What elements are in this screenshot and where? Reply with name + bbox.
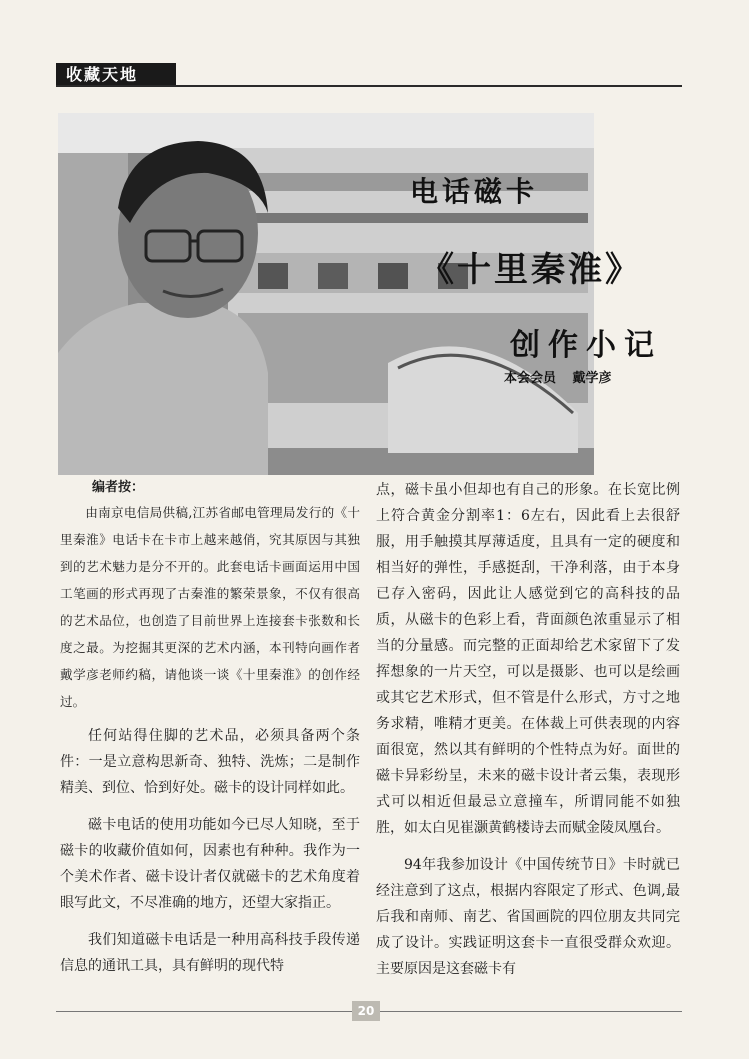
section-tag: 收藏天地: [56, 63, 176, 87]
page-number: 20: [352, 1001, 380, 1021]
editor-note-label: 编者按：: [92, 480, 145, 495]
byline: [504, 367, 612, 386]
title-line-1: 电话磁卡: [410, 175, 539, 208]
header-rule: [56, 85, 682, 87]
paragraph: 任何站得住脚的艺术品，必须具备两个条件：一是立意构思新奇、独特、洗炼；二是制作精美、到位、恰到好处。磁卡的设计同样如此。: [60, 728, 360, 796]
editor-note-text: 由南京电信局供稿,江苏省邮电管理局发行的《十里秦淮》电话卡在卡市上越来越俏，究其原因与其独到的艺术魅力是分不开的。此套电话卡画面运用中国工笔画的形式再现了古秦淮的繁荣景象，不仅有很高的艺术品位，也创造了目前世界上连接套卡张数和长度之最。为挖掘其更深的艺术内涵，本刊特向画作者戴学彦老师约稿，请他谈一谈《十里秦淮》的创作经过。: [60, 505, 360, 709]
left-column: [60, 477, 360, 990]
paragraph: 磁卡电话的使用功能如今已尽人知晓，至于磁卡的收藏价值如何，因素也有种种。我作为一个美术作者、磁卡设计者仅就磁卡的艺术角度着眼写此文，不尽准确的地方，还望大家指正。: [60, 817, 360, 911]
paragraph: 94年我参加设计《中国传统节日》卡时就已经注意到了这点，根据内容限定了形式、色调,最后我和南师、南艺、省国画院的四位朋友共同完成了设计。实践证明这套卡一直很受群众欢迎。主要原因是这套磁卡有: [376, 857, 680, 977]
paragraph: 我们知道磁卡电话是一种用高科技手段传递信息的通讯工具，具有鲜明的现代特: [60, 932, 360, 974]
author-photo: [58, 113, 594, 475]
right-column: [376, 477, 680, 993]
paragraph: 点，磁卡虽小但却也有自己的形象。在长宽比例上符合黄金分割率1：6左右，因此看上去很舒服，用手触摸其厚薄适度，且具有一定的硬度和相当好的弹性，手感挺刮，干净利落，由于本身已存入密码，因此让人感觉到它的高科技的品质，从磁卡的色彩上看，背面颜色浓重显示了相当的分量感。而完整的正面却给艺术家留下了发挥想象的一片天空，可以是摄影、也可以是绘画或其它艺术形式，但不管是什么形式，方寸之地务求精，唯精才更美。在体裁上可供表现的内容面很宽，然以其有鲜明的个性特点为好。面世的磁卡异彩纷呈，未来的磁卡设计者云集，表现形式可以相近但最忌立意撞车，所谓同能不如独胜，如太白见崔灏黄鹤楼诗去而赋金陵凤凰台。: [376, 482, 680, 836]
byline-author: 戴学彦: [572, 371, 612, 386]
title-line-2: 《十里秦淮》: [420, 250, 642, 290]
title-line-3: 创作小记: [510, 328, 662, 363]
byline-role: 本会会员: [504, 371, 557, 386]
